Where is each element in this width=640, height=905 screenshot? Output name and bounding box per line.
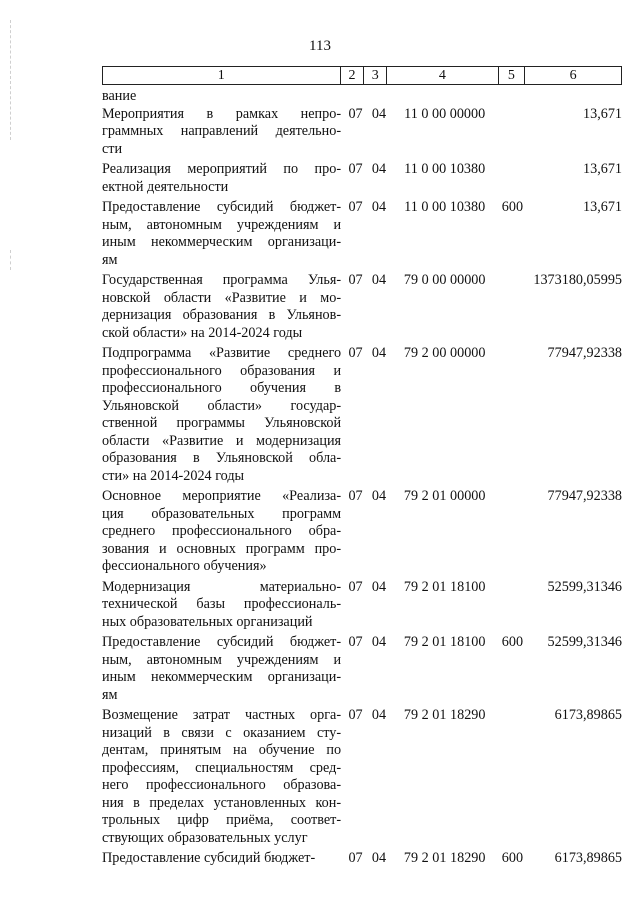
amount: 13,671 [583,161,623,177]
section-code: 07 [348,488,363,504]
section-code: 07 [348,634,363,650]
row-description [102,634,341,704]
description-line: ным, автономным учреждениям и [102,651,342,668]
amount: 6173,89865 [554,850,623,866]
description-line: дернизация образования в Ульянов- [102,307,342,323]
amount: 52599,31346 [547,634,623,650]
amount: 77947,92338 [547,488,623,504]
target-article-code: 79 2 00 00000 [403,345,486,361]
amount: 13,671 [583,199,623,215]
description-line: ектной деятельности [102,178,229,195]
scan-edge-mark [10,250,12,270]
table-row [102,707,622,847]
row-description [102,850,341,868]
target-article-code: 79 0 00 00000 [403,272,486,288]
description-line: Ульяновской области» государ- [102,397,342,414]
description-line: сти [102,140,123,157]
description-line: профессионального образования и [102,362,342,379]
description-line: него профессионального образова- [102,777,342,793]
description-line: Мероприятия в рамках непро- [102,105,342,122]
expense-type-code: 600 [501,634,524,650]
budget-table-body [102,88,622,871]
description-line: Предоставление субсидий бюджет- [102,199,342,215]
description-line: низаций в связи с оказанием сту- [102,724,342,741]
description-line: ция образовательных программ [102,505,342,522]
target-article-code: 11 0 00 10380 [404,199,486,215]
description-line: иным некоммерческим организаци- [102,669,342,685]
description-line: профессионального обучения в [102,380,342,396]
column-header-table [102,66,622,85]
page-number: 113 [309,38,331,54]
amount: 52599,31346 [547,578,623,595]
row-description [102,488,341,576]
amount: 6173,89865 [554,707,623,723]
table-row [102,488,622,576]
row-description [102,272,341,342]
description-line: граммных направлений деятельно- [102,123,342,139]
section-code: 07 [348,199,363,215]
row-description [102,161,341,196]
description-line: дентам, принятым на обучение по [102,742,342,758]
description-line: вание [102,88,137,104]
description-line: ям [102,251,118,268]
section-code: 07 [348,161,363,177]
amount: 13,671 [583,105,623,122]
column-header-5: 5 [498,67,525,85]
description-line: Предоставление субсидий бюджет- [102,634,342,650]
row-description [102,707,341,847]
table-row [102,199,622,269]
table-row [102,579,622,632]
description-line: области «Развитие и модернизация [102,432,342,449]
expense-type-code: 600 [501,850,524,866]
subsection-code: 04 [371,161,387,177]
description-line: сти» на 2014-2024 годы [102,467,245,484]
description-line: ния в пределах установленных кон- [102,794,342,811]
description-line: Государственная программа Улья- [102,272,342,288]
subsection-code: 04 [371,105,387,122]
target-article-code: 79 2 01 18100 [403,578,486,595]
subsection-code: 04 [371,345,387,361]
amount: 77947,92338 [547,345,623,361]
section-code: 07 [348,345,363,361]
description-line: технической базы профессиональ- [102,596,342,612]
table-row [102,345,622,485]
description-line: Основное мероприятие «Реализа- [102,488,342,504]
subsection-code: 04 [371,488,387,504]
table-row [102,106,622,159]
description-line: Возмещение затрат частных орга- [102,707,342,723]
target-article-code: 11 0 00 00000 [404,105,486,122]
section-code: 07 [348,105,363,122]
description-line: образования в Ульяновской обла- [102,450,342,466]
description-line: профессиям, специальностям сред- [102,759,342,776]
table-row [102,272,622,342]
subsection-code: 04 [371,634,387,650]
description-line: Подпрограмма «Развитие среднего [102,345,342,361]
table-row [102,850,622,868]
table-row [102,88,622,106]
target-article-code: 79 2 01 00000 [403,488,486,504]
subsection-code: 04 [371,850,387,866]
description-line: Реализация мероприятий по про- [102,161,342,177]
target-article-code: 11 0 00 10380 [404,161,486,177]
section-code: 07 [348,850,363,866]
subsection-code: 04 [371,272,387,288]
amount: 1373180,05995 [533,272,623,288]
description-line: трольных цифр приёма, соответ- [102,812,342,828]
section-code: 07 [348,272,363,288]
subsection-code: 04 [371,707,387,723]
description-line: ской области» на 2014-2024 годы [102,324,303,341]
subsection-code: 04 [371,578,387,595]
target-article-code: 79 2 01 18290 [403,850,486,866]
description-line: иным некоммерческим организаци- [102,234,342,250]
description-line: ных образовательных организаций [102,613,313,630]
expense-type-code: 600 [501,199,524,215]
section-code: 07 [348,707,363,723]
table-row [102,634,622,704]
description-line: Модернизация материально- [102,578,342,595]
row-description [102,106,341,159]
subsection-code: 04 [371,199,387,215]
description-line: фессионального обучения» [102,558,267,574]
column-header-4: 4 [387,67,498,85]
target-article-code: 79 2 01 18290 [403,707,486,723]
target-article-code: 79 2 01 18100 [403,634,486,650]
column-header-3: 3 [364,67,387,85]
table-row [102,161,622,196]
column-header-6: 6 [525,67,622,85]
description-line: новской области «Развитие и мо- [102,289,342,306]
row-description [102,345,341,485]
description-line: ям [102,686,118,703]
column-header-2: 2 [340,67,364,85]
description-line: ствующих образовательных услуг [102,829,308,846]
row-description [102,579,341,632]
section-code: 07 [348,578,363,595]
description-line: среднего профессионального обра- [102,523,342,539]
description-line: ным, автономным учреждениям и [102,216,342,233]
description-line: Предоставление субсидий бюджет- [102,850,316,866]
description-line: ственной программы Ульяновской [102,415,342,431]
row-description [102,199,341,269]
description-line: зования и основных программ про- [102,540,342,557]
column-header-1: 1 [103,67,341,85]
row-description [102,88,341,106]
